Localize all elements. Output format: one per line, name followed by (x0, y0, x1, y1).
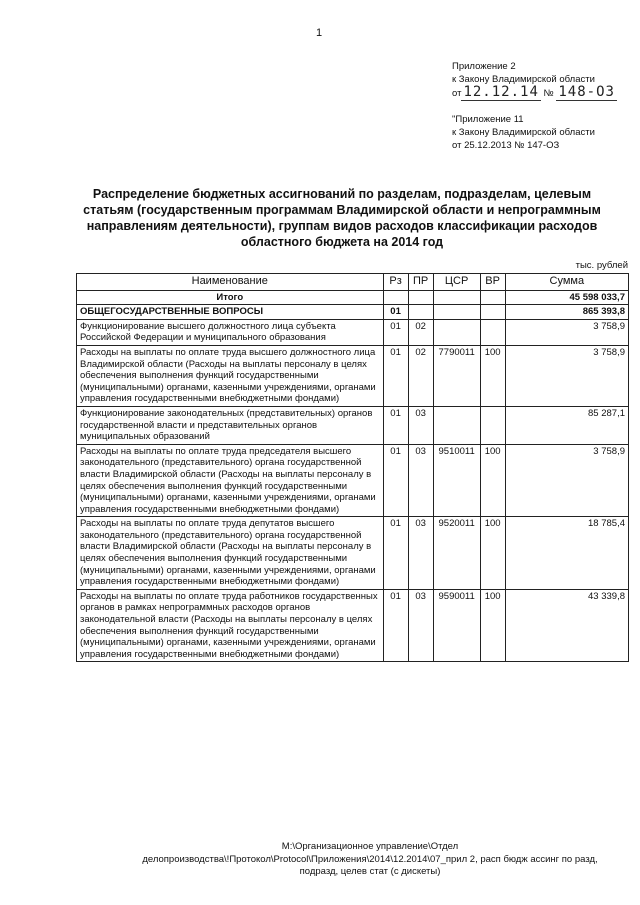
cell-pr: 02 (408, 345, 433, 406)
budget-table (76, 273, 629, 662)
cell-csr: 7790011 (433, 345, 480, 406)
cell-csr (433, 406, 480, 444)
table-row (77, 444, 629, 517)
unit-label: тыс. рублей (575, 260, 628, 271)
footer-line: подразд, целев стат (с дискеты) (299, 866, 441, 877)
document-title: Распределение бюджетных ассигнований по разделам, подразделам, целевым статьям (государственным программам Владимирской области и непрограммным направлениям деятельности), группам видов расходов классификации расходов областного бюджета на 2014 год (83, 187, 601, 249)
cell-vr (480, 290, 505, 305)
cell-rz: 01 (383, 589, 408, 662)
cell-sum: 45 598 033,7 (505, 290, 628, 305)
cell-rz: 01 (383, 319, 408, 345)
cell-pr: 03 (408, 444, 433, 517)
cell-vr: 100 (480, 444, 505, 517)
header-csr: ЦСР (433, 274, 480, 291)
header-rz: Рз (383, 274, 408, 291)
cell-csr (433, 319, 480, 345)
cell-pr (408, 305, 433, 320)
annex-previous-block (452, 113, 595, 152)
cell-csr: 9520011 (433, 517, 480, 590)
annex-date-prefix: от (452, 88, 462, 99)
table-row (77, 406, 629, 444)
cell-pr (408, 290, 433, 305)
cell-csr: 9590011 (433, 589, 480, 662)
cell-sum: 18 785,4 (505, 517, 628, 590)
cell-sum: 3 758,9 (505, 319, 628, 345)
annex-law-line: к Закону Владимирской области (452, 74, 595, 85)
cell-sum: 43 339,8 (505, 589, 628, 662)
cell-name: Расходы на выплаты по оплате труда высшего должностного лица Владимирской области (Расходы на выплаты персоналу в целях обеспечения выполнения функций государственными (муниципальными) органами, казенными учреждениями, органами управления государственными внебюджетными фондами) (77, 345, 384, 406)
cell-pr: 03 (408, 517, 433, 590)
cell-name: Функционирование законодательных (представительных) органов государственной власти и представительных органов муниципальных образований (77, 406, 384, 444)
header-pr: ПР (408, 274, 433, 291)
annex-number-prefix: № (543, 88, 554, 99)
cell-sum: 865 393,8 (505, 305, 628, 320)
cell-csr: 9510011 (433, 444, 480, 517)
annex-number-handwritten: 148-ОЗ (558, 84, 615, 100)
footer-line: М:\Организационное управление\Отдел (281, 841, 459, 852)
cell-name: Итого (77, 290, 384, 305)
cell-vr (480, 406, 505, 444)
cell-name: ОБЩЕГОСУДАРСТВЕННЫЕ ВОПРОСЫ (77, 305, 384, 320)
cell-rz (383, 290, 408, 305)
annex-block (452, 60, 617, 100)
header-sum: Сумма (505, 274, 628, 291)
annex-previous-law: к Закону Владимирской области (452, 127, 595, 138)
cell-sum: 3 758,9 (505, 345, 628, 406)
cell-rz: 01 (383, 406, 408, 444)
cell-rz: 01 (383, 517, 408, 590)
footer-line: делопроизводства\!Протокол\Protocol\Приложения\2014\12.2014\07_прил 2, расп бюдж ассинг по разд, (142, 853, 598, 865)
annex-previous-line: "Приложение 11 (452, 114, 524, 125)
page-number: 1 (316, 27, 323, 39)
table-row (77, 589, 629, 662)
table-row (77, 305, 629, 320)
cell-csr (433, 290, 480, 305)
header-name: Наименование (77, 274, 384, 291)
cell-sum: 3 758,9 (505, 444, 628, 517)
cell-rz: 01 (383, 305, 408, 320)
annex-date-line (452, 86, 617, 100)
cell-csr (433, 305, 480, 320)
cell-pr: 03 (408, 406, 433, 444)
cell-vr: 100 (480, 345, 505, 406)
cell-rz: 01 (383, 444, 408, 517)
table-row (77, 319, 629, 345)
cell-name: Функционирование высшего должностного лица субъекта Российской Федерации и муниципального образования (77, 319, 384, 345)
cell-vr (480, 319, 505, 345)
table-row (77, 345, 629, 406)
cell-sum: 85 287,1 (505, 406, 628, 444)
cell-name: Расходы на выплаты по оплате труда председателя высшего законодательного (представительного) органа государственной власти Владимирской области (Расходы на выплаты персоналу в целях обеспечения выполнения функций государственными (муниципальными) органами, казенными учреждениями, органами управления государственными внебюджетными фондами) (77, 444, 384, 517)
cell-vr (480, 305, 505, 320)
table-header-row (77, 274, 629, 291)
cell-pr: 03 (408, 589, 433, 662)
cell-name: Расходы на выплаты по оплате труда депутатов высшего законодательного (представительного) органа государственной власти Владимирской области (Расходы на выплаты персоналу в целях обеспечения выполнения функций государственными (муниципальными) органами, казенными учреждениями, органами управления государственными внебюджетными фондами) (77, 517, 384, 590)
cell-pr: 02 (408, 319, 433, 345)
annex-date-handwritten: 12.12.14 (463, 84, 539, 100)
annex-previous-date: от 25.12.2013 № 147-ОЗ (452, 140, 560, 151)
file-path-footer (120, 841, 620, 879)
header-vr: ВР (480, 274, 505, 291)
table-row (77, 290, 629, 305)
cell-rz: 01 (383, 345, 408, 406)
cell-vr: 100 (480, 517, 505, 590)
table-row (77, 517, 629, 590)
cell-name: Расходы на выплаты по оплате труда работников государственных органов в рамках непрограммных расходов органов законодательной власти (Расходы на выплаты персоналу в целях обеспечения выполнения функций государственными (муниципальными) органами, казенными учреждениями, органами управления государственными внебюджетными фондами) (77, 589, 384, 662)
annex-line: Приложение 2 (452, 61, 516, 72)
cell-vr: 100 (480, 589, 505, 662)
